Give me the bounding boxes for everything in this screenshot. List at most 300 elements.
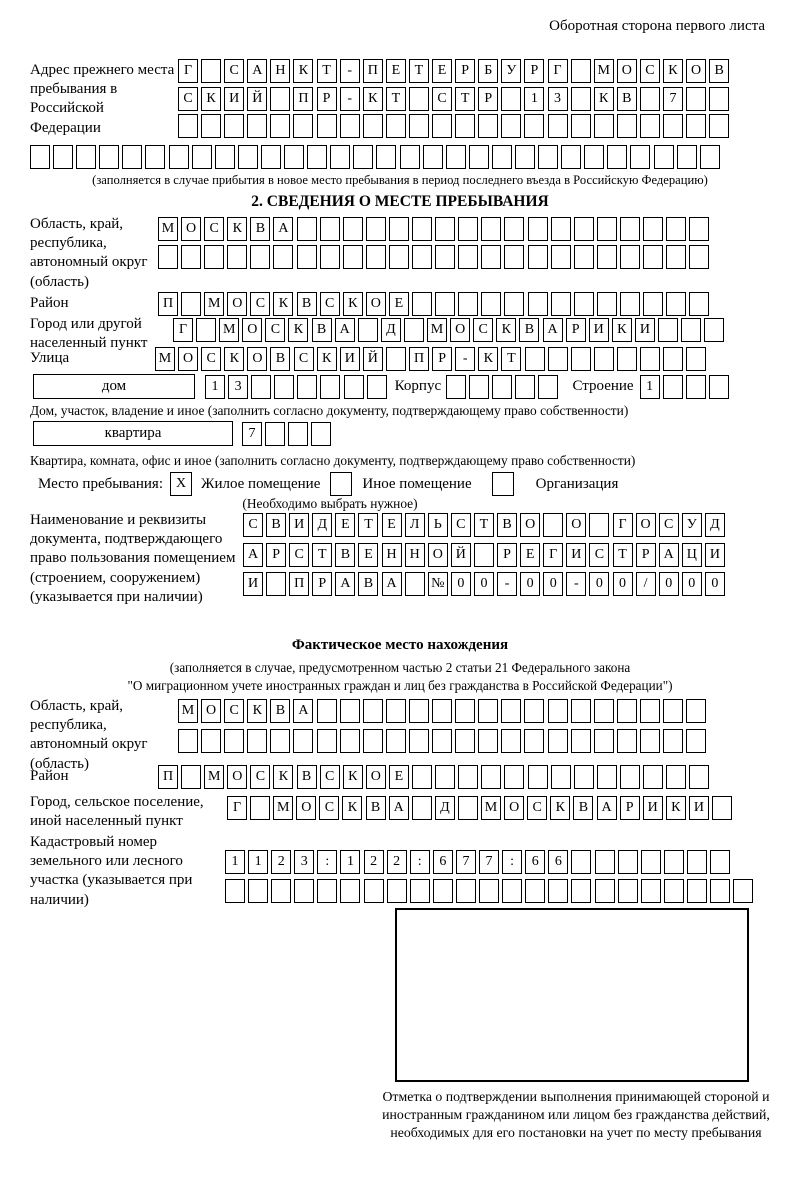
- char-cell: [435, 765, 455, 789]
- char-cell: [643, 292, 663, 316]
- char-cell: О: [296, 796, 316, 820]
- char-cell: 0: [659, 572, 679, 596]
- char-cell: [412, 765, 432, 789]
- factual-region-row-2: [178, 729, 706, 753]
- char-cell: [548, 699, 568, 723]
- char-cell: [410, 879, 430, 903]
- char-cell: О: [617, 59, 637, 83]
- char-cell: Е: [358, 543, 378, 567]
- char-cell: [617, 114, 637, 138]
- char-cell: [266, 572, 286, 596]
- char-cell: [607, 145, 627, 169]
- char-cell: Р: [636, 543, 656, 567]
- char-cell: С: [243, 513, 263, 537]
- char-cell: П: [409, 347, 429, 371]
- char-cell: [474, 543, 494, 567]
- char-cell: [574, 765, 594, 789]
- region-row-1: [158, 217, 709, 241]
- char-cell: [594, 114, 614, 138]
- char-cell: :: [317, 850, 337, 874]
- char-cell: Ь: [428, 513, 448, 537]
- char-cell: [364, 879, 384, 903]
- char-cell: И: [224, 87, 244, 111]
- char-cell: М: [594, 59, 614, 83]
- char-cell: Н: [382, 543, 402, 567]
- char-cell: 0: [682, 572, 702, 596]
- char-cell: С: [320, 292, 340, 316]
- char-cell: [733, 879, 753, 903]
- char-cell: [548, 879, 568, 903]
- char-cell: [571, 850, 591, 874]
- char-cell: В: [617, 87, 637, 111]
- char-cell: [122, 145, 142, 169]
- char-cell: [409, 699, 429, 723]
- section2-title: 2. СВЕДЕНИЯ О МЕСТЕ ПРЕБЫВАНИЯ: [251, 193, 549, 210]
- char-cell: [525, 347, 545, 371]
- char-cell: Н: [405, 543, 425, 567]
- char-cell: А: [543, 318, 563, 342]
- char-cell: К: [594, 87, 614, 111]
- char-cell: К: [343, 292, 363, 316]
- char-cell: И: [643, 796, 663, 820]
- char-cell: [386, 114, 406, 138]
- char-cell: Д: [312, 513, 332, 537]
- char-cell: 0: [520, 572, 540, 596]
- char-cell: [181, 292, 201, 316]
- char-cell: [597, 245, 617, 269]
- char-cell: 0: [474, 572, 494, 596]
- char-cell: Е: [520, 543, 540, 567]
- char-cell: Т: [386, 87, 406, 111]
- char-cell: [641, 850, 661, 874]
- cadastre-row-2: [225, 879, 753, 903]
- char-cell: [551, 245, 571, 269]
- char-cell: [617, 347, 637, 371]
- char-cell: Р: [497, 543, 517, 567]
- char-cell: Р: [317, 87, 337, 111]
- char-cell: [524, 114, 544, 138]
- char-cell: [664, 879, 684, 903]
- char-cell: [528, 217, 548, 241]
- char-cell: [433, 879, 453, 903]
- char-cell: [584, 145, 604, 169]
- char-cell: [250, 796, 270, 820]
- char-cell: С: [224, 59, 244, 83]
- char-cell: О: [450, 318, 470, 342]
- char-cell: А: [293, 699, 313, 723]
- char-cell: [686, 114, 706, 138]
- char-cell: К: [288, 318, 308, 342]
- char-cell: [320, 217, 340, 241]
- char-cell: 6: [433, 850, 453, 874]
- char-cell: С: [640, 59, 660, 83]
- char-cell: В: [358, 572, 378, 596]
- char-cell: [225, 879, 245, 903]
- char-cell: [710, 850, 730, 874]
- factual-city-label: Город, сельское поселение, иной населенный пункт: [30, 794, 204, 830]
- char-cell: А: [243, 543, 263, 567]
- char-cell: К: [224, 347, 244, 371]
- char-cell: [238, 145, 258, 169]
- char-cell: [524, 699, 544, 723]
- char-cell: [367, 375, 387, 399]
- char-cell: П: [158, 765, 178, 789]
- char-cell: [643, 765, 663, 789]
- char-cell: С: [451, 513, 471, 537]
- char-cell: [270, 729, 290, 753]
- char-cell: [340, 879, 360, 903]
- char-cell: [481, 217, 501, 241]
- char-cell: П: [293, 87, 313, 111]
- char-cell: [251, 375, 271, 399]
- char-cell: М: [219, 318, 239, 342]
- char-cell: П: [158, 292, 178, 316]
- char-cell: [561, 145, 581, 169]
- char-cell: 3: [548, 87, 568, 111]
- char-cell: [681, 318, 701, 342]
- prev-address-label: Адрес прежнего места пребывания в Российской Федерации: [30, 62, 175, 136]
- char-cell: [687, 850, 707, 874]
- char-cell: К: [478, 347, 498, 371]
- char-cell: [317, 879, 337, 903]
- char-cell: [271, 879, 291, 903]
- char-cell: П: [289, 572, 309, 596]
- document-row-3: [243, 572, 725, 596]
- char-cell: 0: [613, 572, 633, 596]
- char-cell: [247, 729, 267, 753]
- char-cell: [689, 217, 709, 241]
- stroenie-label: Строение: [572, 378, 634, 394]
- char-cell: 1: [340, 850, 360, 874]
- char-cell: С: [201, 347, 221, 371]
- char-cell: [709, 375, 729, 399]
- char-cell: [353, 145, 373, 169]
- char-cell: Е: [389, 765, 409, 789]
- char-cell: 3: [294, 850, 314, 874]
- char-cell: [363, 114, 383, 138]
- char-cell: [340, 699, 360, 723]
- char-cell: К: [273, 292, 293, 316]
- char-cell: В: [297, 292, 317, 316]
- char-cell: [409, 87, 429, 111]
- char-cell: [227, 245, 247, 269]
- char-cell: 2: [387, 850, 407, 874]
- char-cell: [288, 422, 308, 446]
- char-cell: В: [497, 513, 517, 537]
- char-cell: [215, 145, 235, 169]
- char-cell: [574, 245, 594, 269]
- char-cell: [528, 292, 548, 316]
- char-cell: 7: [663, 87, 683, 111]
- char-cell: :: [502, 850, 522, 874]
- char-cell: [677, 145, 697, 169]
- char-cell: [248, 879, 268, 903]
- region-row-2: [158, 245, 709, 269]
- char-cell: В: [366, 796, 386, 820]
- char-cell: [640, 347, 660, 371]
- char-cell: [501, 699, 521, 723]
- char-cell: [412, 796, 432, 820]
- char-cell: [455, 729, 475, 753]
- char-cell: [574, 292, 594, 316]
- char-cell: [196, 318, 216, 342]
- char-cell: [201, 729, 221, 753]
- char-cell: О: [247, 347, 267, 371]
- char-cell: Е: [386, 59, 406, 83]
- char-cell: К: [550, 796, 570, 820]
- char-cell: С: [224, 699, 244, 723]
- char-cell: К: [663, 59, 683, 83]
- char-cell: А: [389, 796, 409, 820]
- char-cell: [525, 879, 545, 903]
- char-cell: [386, 729, 406, 753]
- city-row: [173, 318, 724, 342]
- char-cell: И: [289, 513, 309, 537]
- char-cell: 0: [543, 572, 563, 596]
- char-cell: [663, 347, 683, 371]
- document-row-1: [243, 513, 725, 537]
- char-cell: 0: [589, 572, 609, 596]
- char-cell: В: [250, 217, 270, 241]
- char-cell: [458, 217, 478, 241]
- char-cell: О: [227, 765, 247, 789]
- char-cell: [571, 87, 591, 111]
- char-cell: П: [363, 59, 383, 83]
- char-cell: К: [612, 318, 632, 342]
- checkbox-residential: X: [170, 472, 192, 496]
- char-cell: Р: [620, 796, 640, 820]
- char-cell: [548, 347, 568, 371]
- char-cell: С: [250, 765, 270, 789]
- char-cell: [504, 217, 524, 241]
- char-cell: №: [428, 572, 448, 596]
- char-cell: [435, 217, 455, 241]
- char-cell: Р: [455, 59, 475, 83]
- char-cell: [366, 217, 386, 241]
- char-cell: [458, 765, 478, 789]
- char-cell: С: [265, 318, 285, 342]
- char-cell: [274, 375, 294, 399]
- char-cell: [307, 145, 327, 169]
- factual-district-row: [158, 765, 709, 789]
- char-cell: Й: [363, 347, 383, 371]
- char-cell: [548, 114, 568, 138]
- char-cell: М: [158, 217, 178, 241]
- char-cell: [435, 292, 455, 316]
- char-cell: 0: [705, 572, 725, 596]
- char-cell: [469, 375, 489, 399]
- char-cell: 6: [525, 850, 545, 874]
- factual-title: Фактическое место нахождения: [291, 637, 509, 653]
- char-cell: [620, 217, 640, 241]
- char-cell: 1: [205, 375, 225, 399]
- char-cell: А: [659, 543, 679, 567]
- char-cell: [640, 729, 660, 753]
- char-cell: [458, 245, 478, 269]
- char-cell: [458, 292, 478, 316]
- prev-address-row-3: [178, 114, 729, 138]
- char-cell: Й: [451, 543, 471, 567]
- char-cell: [389, 245, 409, 269]
- char-cell: О: [181, 217, 201, 241]
- char-cell: Р: [312, 572, 332, 596]
- stay-option-other-label: Иное помещение: [362, 475, 472, 492]
- char-cell: [343, 245, 363, 269]
- char-cell: [284, 145, 304, 169]
- char-cell: И: [243, 572, 263, 596]
- stay-option-residential-label: Жилое помещение: [201, 475, 321, 492]
- char-cell: В: [709, 59, 729, 83]
- char-cell: [551, 217, 571, 241]
- char-cell: В: [573, 796, 593, 820]
- char-cell: [320, 245, 340, 269]
- char-cell: [571, 114, 591, 138]
- char-cell: В: [297, 765, 317, 789]
- char-cell: [571, 729, 591, 753]
- char-cell: Т: [409, 59, 429, 83]
- char-cell: [366, 245, 386, 269]
- char-cell: [617, 699, 637, 723]
- char-cell: [317, 699, 337, 723]
- char-cell: А: [597, 796, 617, 820]
- char-cell: [247, 114, 267, 138]
- char-cell: [524, 729, 544, 753]
- char-cell: 1: [248, 850, 268, 874]
- char-cell: [502, 879, 522, 903]
- char-cell: [412, 245, 432, 269]
- char-cell: [551, 765, 571, 789]
- cadastre-row-1: [225, 850, 753, 874]
- char-cell: [481, 292, 501, 316]
- char-cell: [317, 114, 337, 138]
- char-cell: [504, 245, 524, 269]
- char-cell: 7: [456, 850, 476, 874]
- char-cell: Т: [317, 59, 337, 83]
- district-row: [158, 292, 709, 316]
- factual-note-2: "О миграционном учете иностранных граждан и лиц без гражданства в Российской Федерации"): [127, 678, 673, 693]
- char-cell: [409, 114, 429, 138]
- char-cell: [686, 375, 706, 399]
- char-cell: В: [266, 513, 286, 537]
- char-cell: [501, 729, 521, 753]
- char-cell: К: [293, 59, 313, 83]
- char-cell: 6: [548, 850, 568, 874]
- char-cell: В: [312, 318, 332, 342]
- char-cell: [458, 796, 478, 820]
- char-cell: [617, 729, 637, 753]
- char-cell: [479, 879, 499, 903]
- char-cell: И: [566, 543, 586, 567]
- checkbox-other-premises: [330, 472, 352, 496]
- char-cell: [689, 765, 709, 789]
- char-cell: [344, 375, 364, 399]
- char-cell: [686, 87, 706, 111]
- char-cell: 1: [524, 87, 544, 111]
- char-cell: [423, 145, 443, 169]
- char-cell: [640, 699, 660, 723]
- char-cell: [548, 729, 568, 753]
- char-cell: [363, 729, 383, 753]
- char-cell: [158, 245, 178, 269]
- char-cell: [597, 765, 617, 789]
- char-cell: [492, 145, 512, 169]
- char-cell: [686, 729, 706, 753]
- char-cell: К: [342, 796, 362, 820]
- char-cell: [689, 245, 709, 269]
- char-cell: К: [317, 347, 337, 371]
- char-cell: С: [178, 87, 198, 111]
- char-cell: [686, 347, 706, 371]
- char-cell: С: [294, 347, 314, 371]
- char-cell: Д: [381, 318, 401, 342]
- char-cell: [666, 245, 686, 269]
- char-cell: А: [382, 572, 402, 596]
- char-cell: С: [659, 513, 679, 537]
- char-cell: Д: [705, 513, 725, 537]
- char-cell: Е: [432, 59, 452, 83]
- char-cell: [412, 217, 432, 241]
- house-note: Дом, участок, владение и иное (заполнить согласно документу, подтверждающему право собственности): [30, 403, 629, 418]
- char-cell: [504, 292, 524, 316]
- char-cell: [270, 114, 290, 138]
- char-cell: [686, 699, 706, 723]
- char-cell: [261, 145, 281, 169]
- char-cell: [297, 245, 317, 269]
- char-cell: [405, 572, 425, 596]
- char-cell: Р: [478, 87, 498, 111]
- city-label: Город или другой населенный пункт: [30, 316, 148, 352]
- char-cell: 2: [364, 850, 384, 874]
- char-cell: И: [705, 543, 725, 567]
- char-cell: [538, 145, 558, 169]
- char-cell: [343, 217, 363, 241]
- char-cell: [597, 217, 617, 241]
- prev-address-row-2: [178, 87, 729, 111]
- char-cell: [455, 114, 475, 138]
- char-cell: [595, 850, 615, 874]
- char-cell: А: [335, 318, 355, 342]
- char-cell: [273, 245, 293, 269]
- char-cell: С: [320, 765, 340, 789]
- char-cell: [689, 292, 709, 316]
- char-cell: М: [204, 292, 224, 316]
- korpus-cells: [446, 375, 558, 399]
- street-row: [155, 347, 706, 371]
- char-cell: [666, 292, 686, 316]
- char-cell: А: [335, 572, 355, 596]
- char-cell: [492, 375, 512, 399]
- char-cell: К: [496, 318, 516, 342]
- char-cell: [640, 114, 660, 138]
- document-row-2: [243, 543, 725, 567]
- char-cell: [640, 87, 660, 111]
- char-cell: Е: [335, 513, 355, 537]
- cadastre-label: Кадастровый номер земельного или лесного участка (указывается при наличии): [30, 834, 193, 908]
- char-cell: У: [501, 59, 521, 83]
- char-cell: [317, 729, 337, 753]
- char-cell: -: [566, 572, 586, 596]
- char-cell: [169, 145, 189, 169]
- char-cell: К: [227, 217, 247, 241]
- char-cell: [358, 318, 378, 342]
- page-side-note: Оборотная сторона первого листа: [549, 18, 765, 34]
- char-cell: [504, 765, 524, 789]
- char-cell: И: [340, 347, 360, 371]
- char-cell: [481, 245, 501, 269]
- char-cell: [201, 59, 221, 83]
- char-cell: [178, 114, 198, 138]
- char-cell: Й: [247, 87, 267, 111]
